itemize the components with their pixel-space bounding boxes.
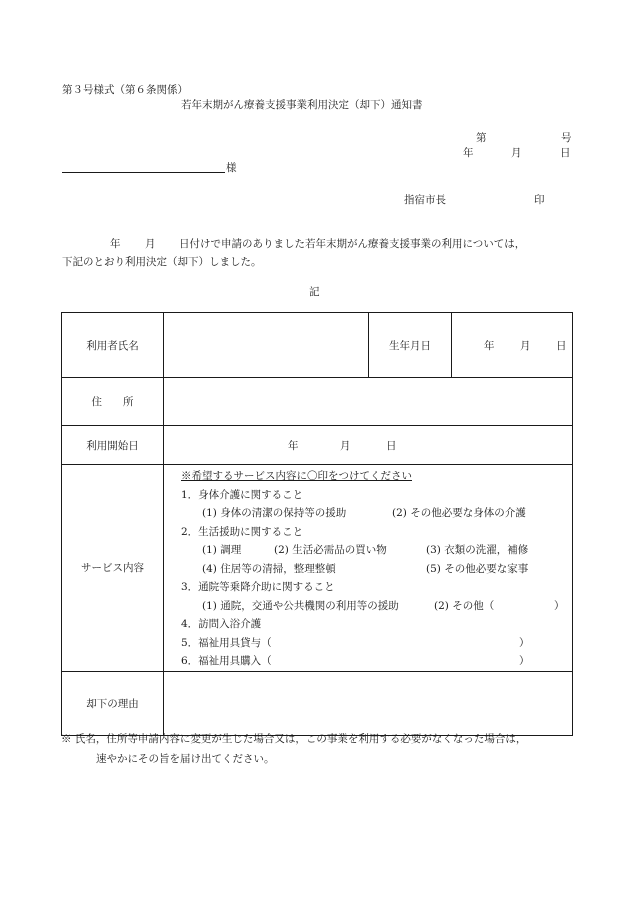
service-category-1: 1．身体介護に関すること	[181, 488, 304, 501]
table-row-rejection	[62, 671, 573, 735]
doc-number-dai: 第	[476, 132, 487, 144]
table-row-start-date	[62, 426, 573, 465]
start-year-unit: 年	[288, 440, 299, 452]
service-category-2: 2．生活援助に関すること	[181, 525, 304, 538]
service-category-4[interactable]: 4．訪問入浴介護	[181, 618, 262, 630]
birthdate-label: 生年月日	[369, 313, 452, 378]
service-5-close: ）	[519, 636, 530, 649]
birth-month-unit: 月	[520, 340, 531, 352]
service-2-5[interactable]: (5) その他必要な家事	[426, 562, 529, 575]
table-row-service	[62, 465, 573, 672]
birth-day-unit: 日	[556, 340, 567, 352]
start-month-unit: 月	[340, 440, 351, 452]
service-2-2[interactable]: (2) 生活必需品の買い物	[274, 544, 387, 556]
service-3-2-close: ）	[554, 599, 565, 612]
rejection-reason-label: 却下の理由	[62, 671, 164, 735]
start-date-label: 利用開始日	[62, 426, 164, 465]
issue-date-month: 月	[511, 147, 522, 159]
start-day-unit: 日	[386, 440, 397, 452]
recipient-honorific: 様	[226, 162, 237, 174]
issuer-mayor: 指宿市長	[404, 194, 446, 206]
service-category-5[interactable]: 5．福祉用具貸与（	[181, 636, 272, 649]
ki-heading: 記	[309, 286, 320, 298]
service-1-1[interactable]: (1) 身体の清潔の保持等の援助	[202, 507, 347, 519]
service-category-3: 3．通院等乗降介助に関すること	[181, 581, 335, 593]
start-date-cell[interactable]	[164, 426, 573, 465]
note-line-2: 速やかにその旨を届け出てください。	[96, 753, 275, 765]
service-1-2[interactable]: (2) その他必要な身体の介護	[392, 507, 526, 519]
service-hint: ※希望するサービス内容に〇印をつけてください	[181, 470, 412, 482]
application-table	[61, 312, 573, 736]
body-month: 月	[145, 238, 156, 250]
birth-year-unit: 年	[484, 340, 495, 352]
service-2-1[interactable]: (1) 調理	[202, 544, 242, 556]
note-line-1: ※ 氏名，住所等申請内容に変更が生じた場合又は，この事業を利用する必要がなくなった場合は，	[61, 733, 527, 745]
address-label: 住 所	[62, 378, 164, 426]
birthdate-cell[interactable]	[452, 313, 573, 378]
table-row-address	[62, 378, 573, 426]
recipient-name-line[interactable]	[62, 172, 225, 173]
issue-date-year: 年	[463, 147, 474, 159]
body-text-line2: 下記のとおり利用決定（却下）しました。	[62, 256, 262, 268]
form-number: 第３号様式（第６条関係）	[62, 84, 188, 96]
service-3-2[interactable]: (2) その他（	[434, 599, 495, 612]
service-2-4[interactable]: (4) 住居等の清掃，整理整頓	[202, 562, 336, 575]
service-2-3[interactable]: (3) 衣類の洗濯，補修	[426, 544, 529, 556]
seal-mark: 印	[534, 194, 545, 206]
service-label: サービス内容	[62, 465, 164, 672]
doc-number-go: 号	[561, 132, 572, 144]
table-row-user	[62, 313, 573, 378]
user-name-cell[interactable]	[164, 313, 369, 378]
service-category-6[interactable]: 6．福祉用具購入（	[181, 655, 272, 667]
service-6-close: ）	[519, 655, 530, 667]
service-3-1[interactable]: (1) 通院，交通や公共機関の利用等の援助	[202, 599, 399, 612]
service-cell[interactable]	[164, 465, 573, 672]
issue-date-day: 日	[560, 147, 571, 159]
document-title: 若年末期がん療養支援事業利用決定（却下）通知書	[181, 99, 423, 111]
body-text-line1: 日付けで申請のありました若年末期がん療養支援事業の利用については，	[179, 238, 526, 250]
address-cell[interactable]	[164, 378, 573, 426]
body-year: 年	[110, 238, 121, 250]
rejection-reason-cell[interactable]	[164, 671, 573, 735]
user-name-label: 利用者氏名	[62, 313, 164, 378]
